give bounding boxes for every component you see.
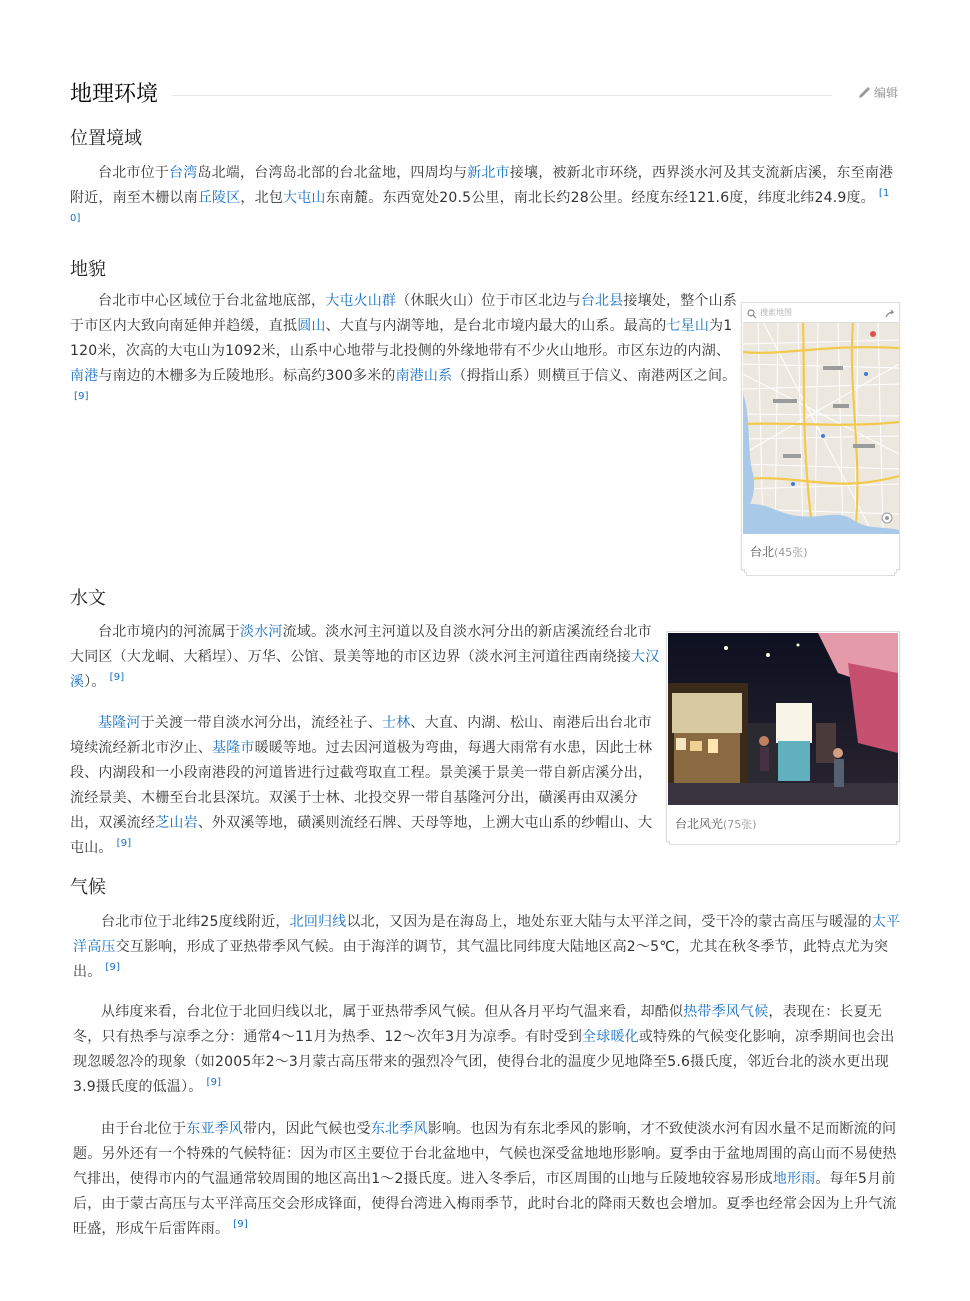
edit-label: 编辑: [874, 86, 899, 100]
text: 与南边的木栅多为丘陵地形。标高约300多米的: [98, 368, 396, 384]
album-caption: [750, 543, 808, 560]
text: 台北市中心区域位于台北盆地底部，: [98, 293, 326, 309]
text: 带内，因此气候也受: [243, 1121, 371, 1137]
photo-graphic: [668, 633, 898, 805]
link-qixing-mountain[interactable]: 七星山: [666, 318, 710, 334]
text: 于关渡一带自淡水河分出，流经社子、: [140, 715, 383, 731]
text: 影响。也因为有东北季风的影响，才不致使淡水河有因水量不足而断流的问题。另外还有一个特殊的气候特征：因为市区主要位于台北盆地中，气候也深受盆地地形影响。夏季由于盆地周围的高山而不易使热气排出，使得市内的气温通常较周围的地区高出1～2摄氏度。进入冬季后，市区周围的山地与丘陵地较容易形成: [73, 1121, 897, 1187]
album-count: (75张): [723, 818, 757, 831]
edit-button[interactable]: [858, 85, 898, 101]
text: 东南麓。东西宽处20.5公里，南北长约28公里。经度东经121.6度，纬度北纬24.9度。: [325, 190, 875, 206]
paragraph-location: [70, 161, 900, 236]
text: 由于台北位于: [101, 1121, 187, 1137]
link-hills[interactable]: 丘陵区: [197, 190, 241, 206]
text: 岛北端，台湾岛北部的台北盆地，四周均与: [197, 165, 468, 181]
link-taiwan[interactable]: 台湾: [169, 165, 198, 181]
link-nangang[interactable]: 南港: [70, 368, 99, 384]
text: 流域。淡水河主河道以及自淡水河分出的新店溪流经台北市大同区（大龙峒、大稻埕）、万华、公馆、景美等地的市区边界（淡水河主河道往西南绕接: [70, 624, 652, 665]
album-count: (45张): [774, 546, 808, 559]
reference-link[interactable]: [10]: [70, 188, 890, 224]
text: （拇指山系）则横亘于信义、南港两区之间。: [452, 368, 737, 384]
link-nangang-mountains[interactable]: 南港山系: [395, 368, 453, 384]
subsection-title-landform: 地貌: [70, 259, 106, 280]
paragraph-hydrology-2: [70, 711, 660, 861]
map-album[interactable]: [741, 302, 900, 570]
reference-link[interactable]: [9]: [109, 672, 125, 683]
link-datun-mountain[interactable]: 大屯山: [283, 190, 326, 206]
map-search-placeholder: 搜索地图: [760, 308, 792, 317]
text: （休眠火山）位于市区北边与: [396, 293, 581, 309]
link-shilin[interactable]: 士林: [382, 715, 411, 731]
reference-link[interactable]: [9]: [206, 1077, 222, 1088]
link-zhishanyan[interactable]: 芝山岩: [155, 815, 198, 831]
search-icon: [747, 307, 757, 323]
text: 台北市位于北纬25度线附近，: [101, 914, 290, 930]
text: 接壤，被新北市环绕，西界淡水河及其支流新店溪，东至南港附近，南至木栅以南: [70, 165, 894, 206]
text: 为1120米，次高的大屯山为1092米，山系中心地带与北投侧的外缘地带有不少火山地形。市区东边的内湖、: [70, 318, 733, 359]
text: 从纬度来看，台北位于北回归线以北，属于亚热带季风气候。但从各月平均气温来看，却酷似: [101, 1004, 684, 1020]
link-dahan-river[interactable]: 大汉溪: [70, 649, 660, 690]
pencil-icon: [858, 86, 871, 99]
link-global-warming[interactable]: 全球暖化: [582, 1029, 639, 1045]
album-stack-edge: [746, 572, 895, 576]
paragraph-climate-3: [73, 1117, 901, 1242]
link-northeast-monsoon[interactable]: 东北季风: [370, 1121, 428, 1137]
reference-link[interactable]: [9]: [233, 1219, 248, 1230]
reference-link[interactable]: [9]: [105, 962, 121, 973]
text: 台北市位于: [98, 165, 169, 181]
link-yuanshan[interactable]: 圆山: [297, 318, 326, 334]
link-new-taipei[interactable]: 新北市: [467, 165, 510, 181]
album-caption: [675, 815, 757, 832]
paragraph-hydrology-1: [70, 620, 660, 695]
paragraph-climate-2: [73, 1000, 901, 1100]
text: 、大直、内湖、松山、南港后出台北市境续流经新北市汐止、: [70, 715, 652, 756]
subsection-title-hydrology: 水文: [70, 588, 106, 609]
text: 台北市境内的河流属于: [98, 624, 240, 640]
link-tropic-of-cancer[interactable]: 北回归线: [289, 914, 347, 930]
map-image[interactable]: [743, 304, 899, 534]
album-stack-edge: [669, 841, 897, 845]
text: ）。: [84, 674, 106, 690]
link-pacific-high[interactable]: 太平洋高压: [73, 914, 901, 955]
album-title[interactable]: 台北: [750, 545, 775, 559]
link-datun-volcano-group[interactable]: 大屯火山群: [325, 293, 397, 309]
subsection-title-climate: 气候: [70, 877, 106, 898]
paragraph-climate-1: [73, 910, 901, 985]
location-icon[interactable]: [881, 512, 893, 528]
text: ，表现在：长夏无冬，只有热季与凉季之分：通常4～11月为热季、12～次年3月为凉季。有时受到: [73, 1004, 883, 1045]
link-tamsui-river[interactable]: 淡水河: [240, 624, 283, 640]
text: 交互影响，形成了亚热带季风气候。由于海洋的调节，其气温比同纬度大陆地区高2～5℃，尤其在秋冬季节，此特点尤为突出。: [73, 939, 889, 980]
map-graphic: [743, 304, 899, 534]
link-keelung-river[interactable]: 基隆河: [98, 715, 141, 731]
reference-link[interactable]: [9]: [116, 838, 132, 849]
text: 暖暖等地。过去因河道极为弯曲，每遇大雨常有水患，因此士林段、内湖段和一小段南港段的河道皆进行过截弯取直工程。景美溪于景美一带自新店溪分出，流经景美、木栅至台北县深坑。双溪于士林、北投交界一带自基隆河分出，磺溪再由双溪分出，双溪流经: [70, 740, 653, 831]
night-market-photo[interactable]: [668, 633, 898, 805]
share-icon[interactable]: [885, 307, 895, 323]
album-title[interactable]: 台北风光: [675, 817, 724, 831]
section-heading: 地理环境: [70, 82, 159, 107]
text: 。每年5月前后，由于蒙古高压与太平洋高压交会形成锋面，使得台湾进入梅雨季节，此时台北的降雨天数也会增加。夏季也经常会因为上升气流旺盛，形成午后雷阵雨。: [73, 1171, 897, 1237]
heading-divider: [172, 95, 832, 96]
reference-link[interactable]: [9]: [74, 391, 89, 402]
text: 或特殊的气候变化影响，凉季期间也会出现忽暖忽冷的现象（如2005年2～3月蒙古高压带来的强烈冷气团，使得台北的温度少见地降至5.6摄氏度，邻近台北的淡水更出现3.9摄氏度的低温）。: [73, 1029, 895, 1095]
subsection-title-location: 位置境域: [70, 128, 142, 149]
text: 、外双溪等地，磺溪则流经石牌、天母等地，上溯大屯山系的纱帽山、大屯山。: [70, 815, 653, 856]
text: 、大直与内湖等地，是台北市境内最大的山系。最高的: [325, 318, 667, 334]
map-search-bar[interactable]: [743, 304, 899, 323]
paragraph-landform: [70, 289, 740, 414]
link-east-asian-monsoon[interactable]: 东亚季风: [186, 1121, 244, 1137]
link-taipei-county[interactable]: 台北县: [580, 293, 624, 309]
link-keelung-city[interactable]: 基隆市: [212, 740, 255, 756]
text: 以北，又因为是在海岛上，地处东亚大陆与太平洋之间，受干冷的蒙古高压与暖湿的: [346, 914, 872, 930]
text: ，北包: [240, 190, 284, 206]
text: 接壤处，整个山系于市区内大致向南延伸并趋缓，直抵: [70, 293, 738, 334]
link-orographic-rain[interactable]: 地形雨: [772, 1171, 816, 1187]
photo-album[interactable]: [666, 631, 900, 842]
link-tropical-monsoon-climate[interactable]: 热带季风气候: [683, 1004, 769, 1020]
